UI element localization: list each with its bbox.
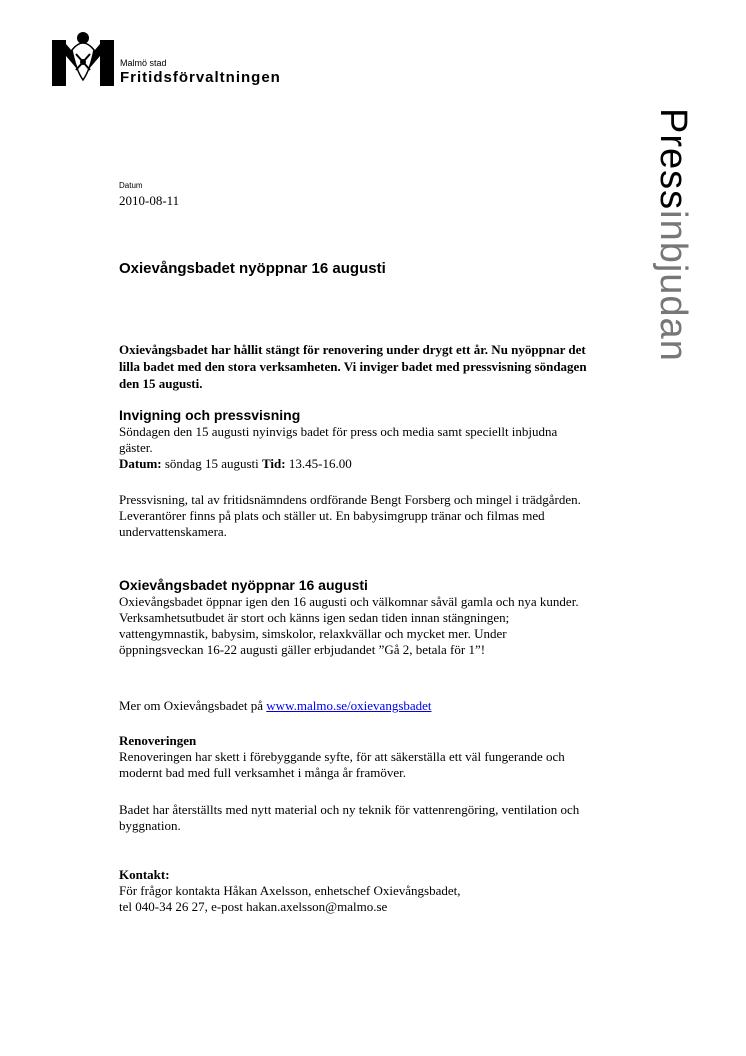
date-value: 2010-08-11 (119, 193, 180, 208)
event-details (119, 456, 589, 472)
time-field-value: 13.45-16.00 (288, 456, 352, 471)
org-parent-name: Malmö stad (120, 58, 167, 68)
time-field-label: Tid: (262, 456, 286, 471)
section-reopening (119, 577, 589, 658)
contact-line-1: För frågor kontakta Håkan Axelsson, enhetschef Oxievångsbadet, (119, 883, 461, 898)
side-label-part2: inbjudan (652, 210, 694, 362)
section-renovation-details (119, 802, 589, 834)
document-type-label (654, 108, 692, 362)
more-info-link[interactable]: www.malmo.se/oxievangsbadet (266, 698, 432, 713)
section-renovation (119, 733, 589, 781)
section-text: Renoveringen har skett i förebyggande syfte, för att säkerställa ett väl fungerande och modernt bad med full verksamhet i många år framöver. (119, 749, 565, 780)
contact-line-2: tel 040-34 26 27, e-post hakan.axelsson@malmo.se (119, 899, 388, 914)
section-inauguration (119, 407, 589, 472)
more-info-prefix: Mer om Oxievångsbadet på (119, 698, 267, 713)
section-title: Invigning och pressvisning (119, 407, 301, 423)
more-info-line (119, 698, 589, 714)
section-text: Oxievångsbadet öppnar igen den 16 augusti och välkomnar såväl gamla och nya kunder. Verksamhetsutbudet är stort och känns igen sedan tiden innan stängningen; vattengymnastik, babysim, simskolor, relaxkvällar och mycket mer. Under öppningsveckan 16-22 augusti gäller erbjudandet ”Gå 2, betala för 1”! (119, 594, 579, 657)
date-field-value: söndag 15 augusti (164, 456, 259, 471)
section-text: Pressvisning, tal av fritidsnämndens ordförande Bengt Forsberg och mingel i trädgården. Leverantörer finns på plats och ställer ut. En babysimgrupp tränar och filmas med undervattenskamera. (119, 492, 581, 539)
section-text: Söndagen den 15 augusti nyinvigs badet för press och media samt speciellt inbjudna gäster. (119, 424, 558, 455)
org-name: Fritidsförvaltningen (120, 69, 281, 86)
section-press-details (119, 492, 589, 540)
section-title: Renoveringen (119, 733, 197, 748)
section-text: Badet har återställts med nytt material och ny teknik för vattenrengöring, ventilation och byggnation. (119, 802, 580, 833)
contact-section (119, 867, 589, 915)
page-title: Oxievångsbadet nyöppnar 16 augusti (119, 260, 386, 277)
lead-paragraph: Oxievångsbadet har hållit stängt för renovering under drygt ett år. Nu nyöppnar det lilla badet med den stora verksamheten. Vi inviger badet med pressvisning söndagen den 15 augusti. (119, 342, 587, 391)
contact-title: Kontakt: (119, 867, 170, 882)
date-label: Datum (119, 181, 143, 190)
section-title: Oxievångsbadet nyöppnar 16 augusti (119, 577, 368, 593)
date-field-label: Datum: (119, 456, 162, 471)
malmo-crest-logo (52, 30, 114, 86)
side-label-part1: Press (652, 108, 694, 211)
